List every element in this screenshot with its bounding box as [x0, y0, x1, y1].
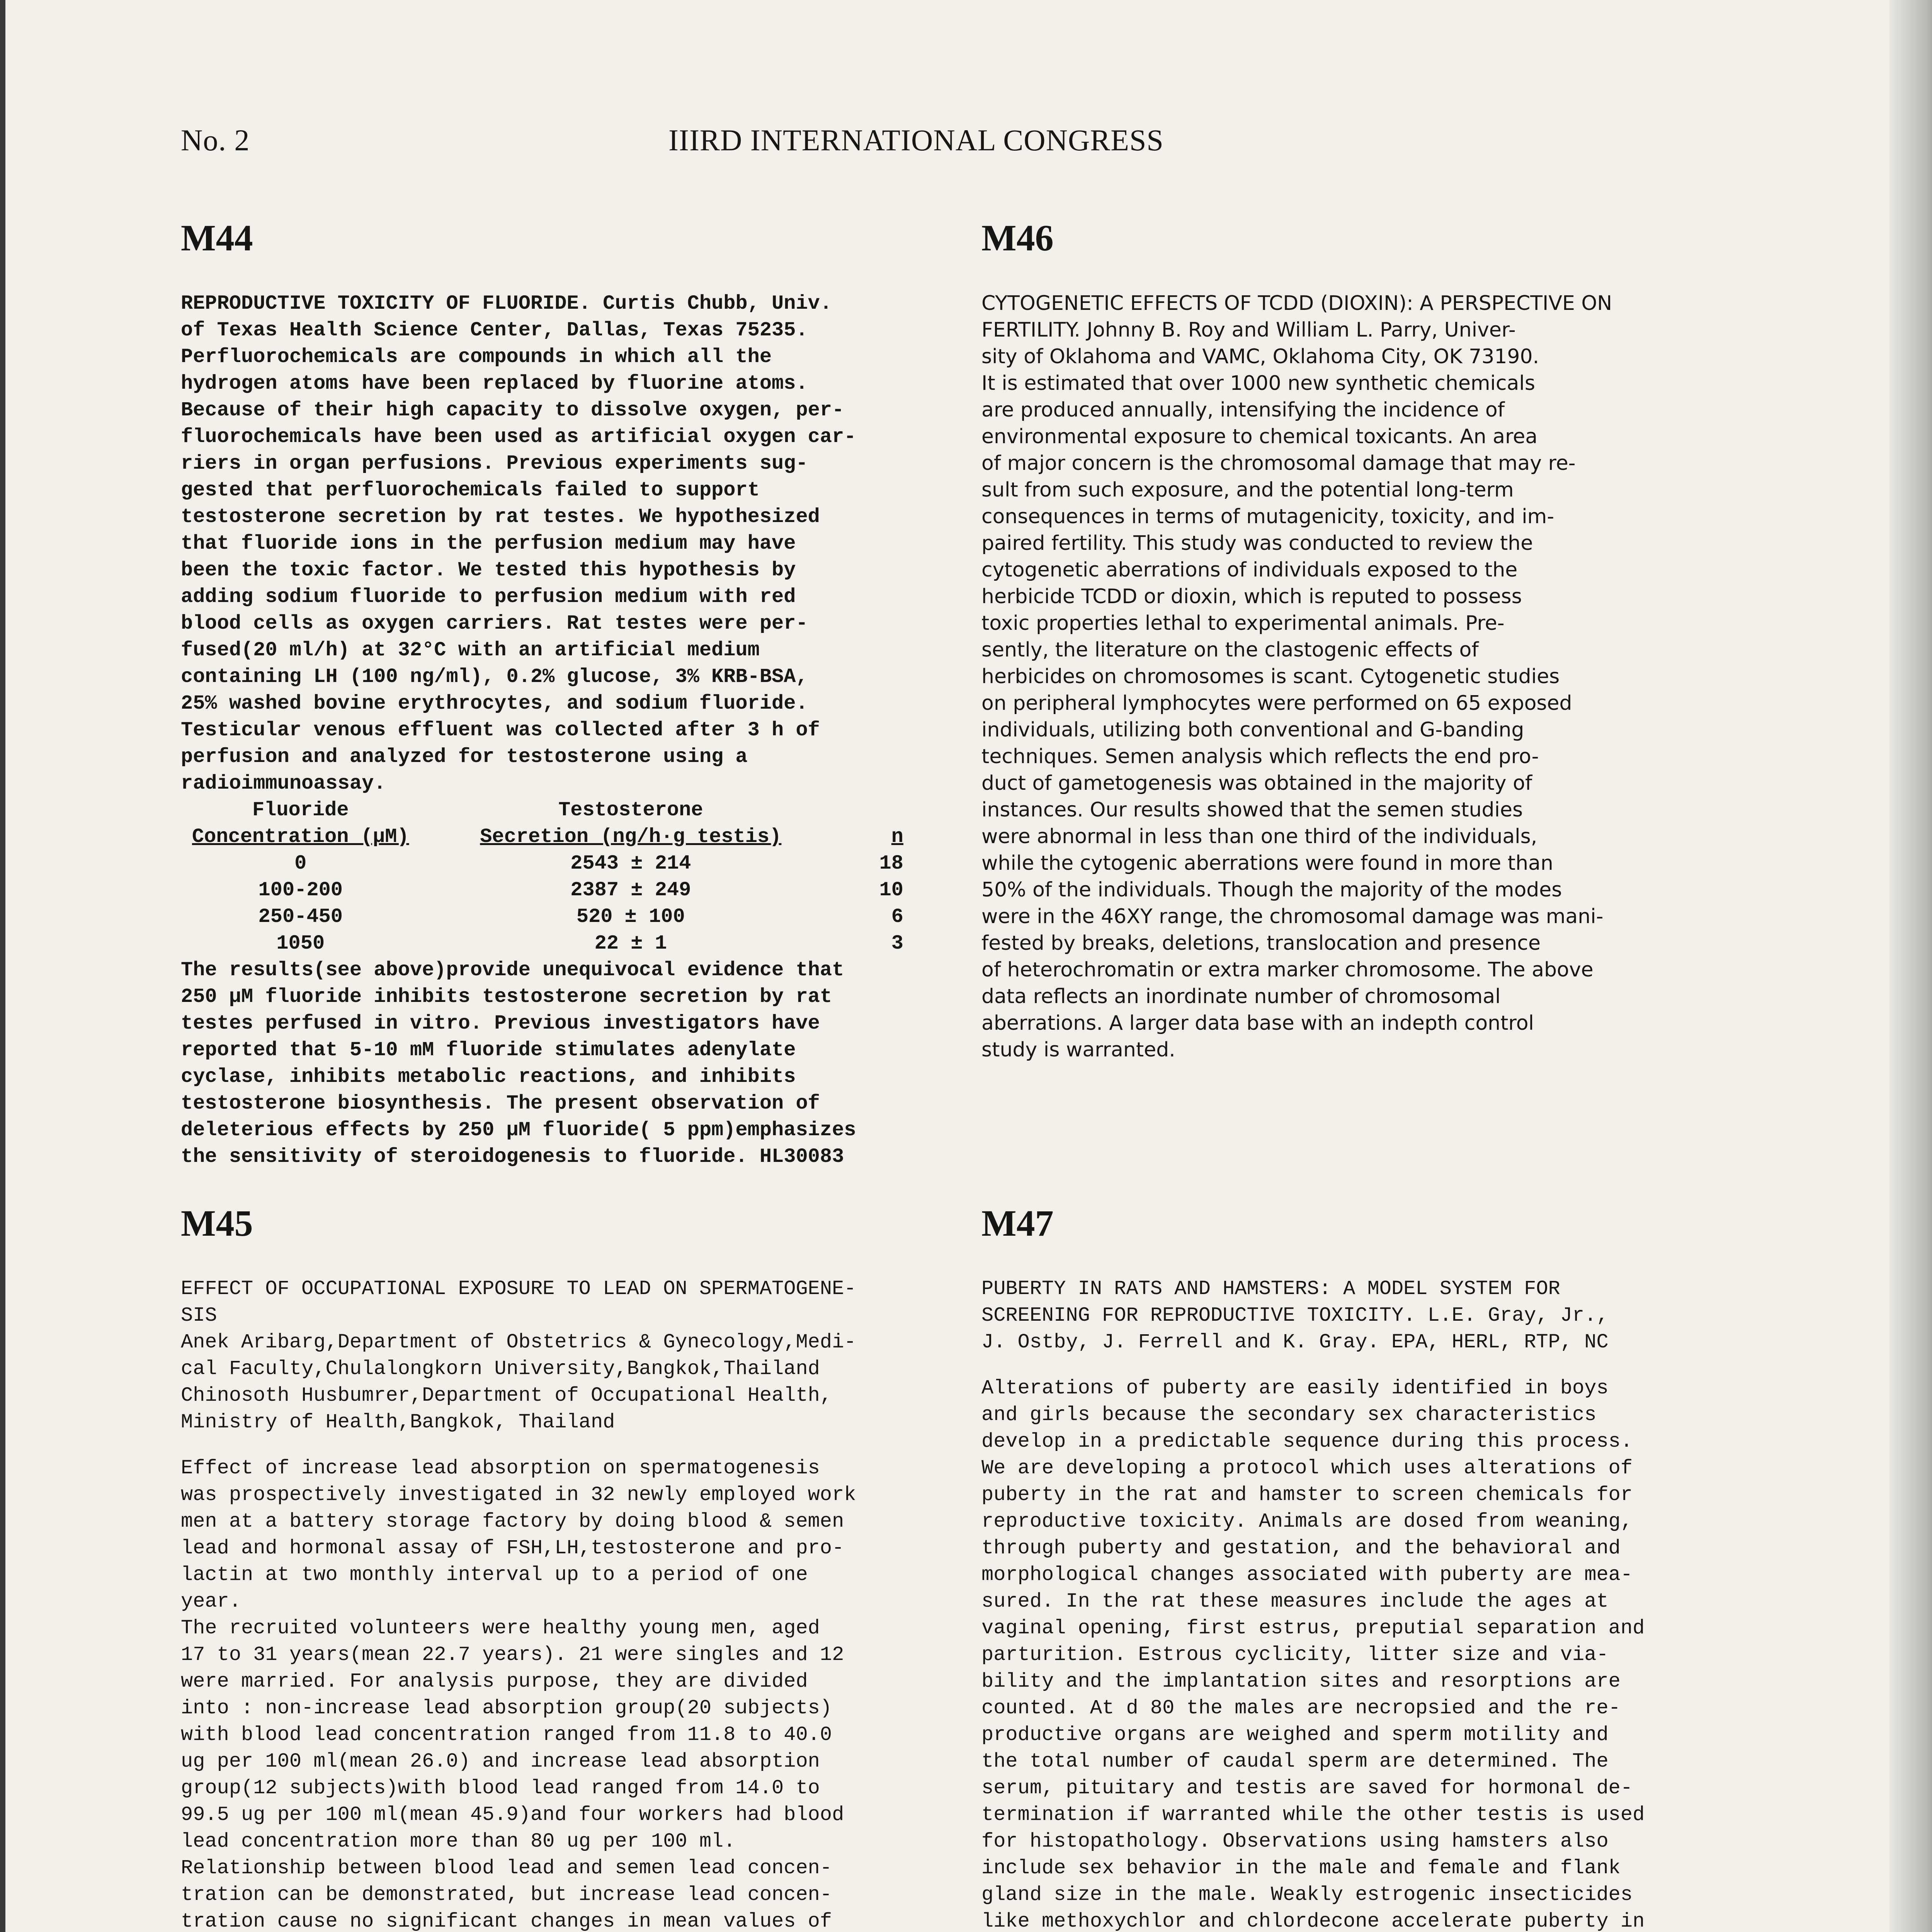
- abstract-m44: [181, 216, 923, 1170]
- table-header-row: [181, 823, 907, 850]
- column-header: Testosterone: [558, 799, 703, 821]
- table-header-row: [181, 797, 907, 823]
- scan-right-edge: [1889, 0, 1932, 1932]
- abstract-body: CYTOGENETIC EFFECTS OF TCDD (DIOXIN): A PERSPECTIVE ON FERTILITY. Johnny B. Roy and William L. Parry, Univer- sity of Oklahoma and VAMC, Oklahoma City, OK 73190. It is estimated that over 1000 new synthetic chemicals are produced annually, intensifying the incidence of environmental exposure to chemical toxicants. An area of major concern is the chromosomal damage that may re- sult from such exposure, and the potential long-term consequences in terms of mutagenicity, toxicity, and im- paired fertility. This study was conducted to review the cytogenetic aberrations of individuals exposed to the herbicide TCDD or dioxin, which is reputed to possess toxic properties lethal to experimental animals. Pre- sently, the literature on the clastogenic effects of herbicides on chromosomes is scant. Cytogenetic studies on peripheral lymphocytes were performed on 65 exposed individuals, utilizing both conventional and G-banding techniques. Semen analysis which reflects the end pro- duct of gametogenesis was obtained in the majority of instances. Our results showed that the semen studies were abnormal in less than one third of the individuals, while the cytogenic aberrations were found in more than 50% of the individuals. Though the majority of the modes were in the 46XY range, the chromosomal damage was mani- fested by breaks, deletions, translocation and presence of heterochromatin or extra marker chromosome. The above data reflects an inordinate number of chromosomal aberrations. A larger data base with an indepth control study is warranted.: [981, 292, 1612, 1061]
- column-header: Concentration (μM): [192, 825, 409, 848]
- column-header: n: [891, 825, 903, 848]
- abstract-id: M45: [181, 1202, 253, 1244]
- table-cell: 100-200: [258, 879, 343, 901]
- table-cell: 2387 ± 249: [570, 879, 691, 901]
- table-cell: 6: [891, 905, 903, 928]
- column-header: [841, 797, 907, 823]
- abstract-id: M46: [981, 217, 1054, 259]
- issue-number: No. 2: [181, 123, 250, 157]
- abstract-body-continued: The results(see above)provide unequivocal evidence that 250 μM fluoride inhibits testosterone secretion by rat testes perfused in vitro. Previous investigators have reported that 5-10 mM fluoride stimulates adenylate cyclase, inhibits metabolic reactions, and inhibits testosterone biosynthesis. The present observation of deleterious effects by 250 μM fluoride( 5 ppm)emphasizes the sensitivity of steroidogenesis to fluoride. HL30083: [181, 959, 856, 1168]
- abstract-id: M44: [181, 217, 253, 259]
- table-cell: 250-450: [258, 905, 343, 928]
- table-cell: 0: [294, 852, 307, 875]
- abstract-heading: EFFECT OF OCCUPATIONAL EXPOSURE TO LEAD ON SPERMATOGENE- SIS Anek Aribarg,Department of Obstetrics & Gynecology,Medi- cal Faculty,Chulalongkorn University,Bangkok,Thailand Chinosoth Husbumrer,Department of Occupational Health, Ministry of Health,Bangkok, Thailand: [181, 1277, 856, 1434]
- table-row: [181, 930, 907, 957]
- abstract-body: Alterations of puberty are easily identified in boys and girls because the secondary sex characteristics develop in a predictable sequence during this process. We are developing a protocol which uses alterations of puberty in the rat and hamster to screen chemicals for reproductive toxicity. Animals are dosed from weaning, through puberty and gestation, and the behavioral and morphological changes associated with puberty are mea- sured. In the rat these measures include the ages at vaginal opening, first estrus, preputial separation and parturition. Estrous cyclicity, litter size and via- bility and the implantation sites and resorptions are counted. At d 80 the males are necropsied and the re- productive organs are weighed and sperm motility and the total number of caudal sperm are determined. The serum, pituitary and testis are saved for hormonal de- termination if warranted while the other testis is used for histopathology. Observations using hamsters also include sex behavior in the male and female and flank gland size in the male. Weakly estrogenic insecticides like methoxychlor and chlordecone accelerate puberty in: [981, 1377, 1645, 1932]
- table-cell: 1050: [276, 932, 325, 955]
- table-row: [181, 903, 907, 930]
- abstract-id: M47: [981, 1202, 1054, 1244]
- abstract-body: REPRODUCTIVE TOXICITY OF FLUORIDE. Curtis Chubb, Univ. of Texas Health Science Center, Dallas, Texas 75235. Perfluorochemicals are compounds in which all the hydrogen atoms have been replaced by fluorine atoms. Because of their high capacity to dissolve oxygen, per- fluorochemicals have been used as artificial oxygen car- riers in organ perfusions. Previous experiments sug- gested that perfluorochemicals failed to support testosterone secretion by rat testes. We hypothesized that fluoride ions in the perfusion medium may have been the toxic factor. We tested this hypothesis by adding sodium fluoride to perfusion medium with red blood cells as oxygen carriers. Rat testes were per- fused(20 ml/h) at 32°C with an artificial medium containing LH (100 ng/ml), 0.2% glucose, 3% KRB-BSA, 25% washed bovine erythrocytes, and sodium fluoride. Testicular venous effluent was collected after 3 h of perfusion and analyzed for testosterone using a radioimmunoassay.: [181, 292, 856, 795]
- abstract-m45: [181, 1202, 930, 1932]
- column-header: Fluoride: [252, 799, 349, 821]
- table-cell: 520 ± 100: [576, 905, 685, 928]
- table-cell: 10: [879, 879, 903, 901]
- abstract-m46: [981, 216, 1754, 1063]
- table-row: [181, 877, 907, 903]
- table-cell: 18: [879, 852, 903, 875]
- running-header: IIIRD INTERNATIONAL CONGRESS: [668, 123, 1164, 157]
- abstract-body: Effect of increase lead absorption on spermatogenesis was prospectively investigated in 32 newly employed work men at a battery storage factory by doing blood & semen lead and hormonal assay of FSH,LH,testosterone and pro- lactin at two monthly interval up to a period of one year. The recruited volunteers were healthy young men, aged 17 to 31 years(mean 22.7 years). 21 were singles and 12 were married. For analysis purpose, they are divided into : non-increase lead absorption group(20 subjects) with blood lead concentration ranged from 11.8 to 40.0 ug per 100 ml(mean 26.0) and increase lead absorption group(12 subjects)with blood lead ranged from 14.0 to 99.5 ug per 100 ml(mean 45.9)and four workers had blood lead concentration more than 80 ug per 100 ml. Relationship between blood lead and semen lead concen- tration can be demonstrated, but increase lead concen- tration cause no significant changes in mean values of: [181, 1457, 856, 1932]
- table-cell: 2543 ± 214: [570, 852, 691, 875]
- table-cell: 3: [891, 932, 903, 955]
- abstract-m47: [981, 1202, 1739, 1932]
- table-cell: 22 ± 1: [594, 932, 667, 955]
- column-header: Secretion (ng/h·g testis): [480, 825, 782, 848]
- abstract-heading: PUBERTY IN RATS AND HAMSTERS: A MODEL SYSTEM FOR SCREENING FOR REPRODUCTIVE TOXICITY. L.E. Gray, Jr., J. Ostby, J. Ferrell and K. Gray. EPA, HERL, RTP, NC: [981, 1277, 1609, 1354]
- scan-left-edge: [0, 0, 5, 1932]
- results-table: [181, 797, 907, 957]
- table-row: [181, 850, 907, 877]
